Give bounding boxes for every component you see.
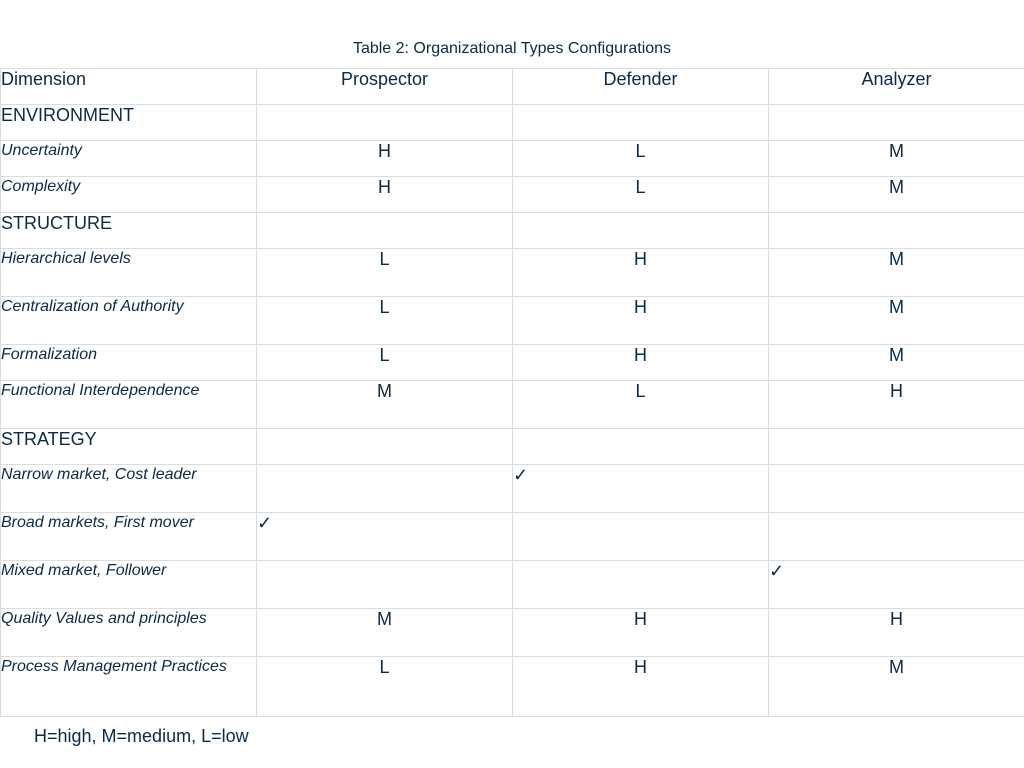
header-row (1, 69, 1024, 105)
section-row-environment (1, 105, 1024, 141)
value-analyzer: M (769, 141, 1024, 177)
value-prospector: L (257, 345, 513, 381)
value-prospector: M (257, 609, 513, 657)
organizational-types-table (0, 68, 1024, 717)
value-analyzer: M (769, 345, 1024, 381)
row-label-process: Process Management Practices (1, 657, 257, 717)
table-row-quality (1, 609, 1024, 657)
table-row-complexity (1, 177, 1024, 213)
value-analyzer: M (769, 297, 1024, 345)
value-defender (513, 561, 769, 609)
value-defender: L (513, 177, 769, 213)
section-label-environment: ENVIRONMENT (1, 105, 257, 141)
header-defender: Defender (513, 69, 769, 105)
value-defender: L (513, 141, 769, 177)
table-row-functional (1, 381, 1024, 429)
empty-cell (769, 429, 1024, 465)
value-defender: H (513, 297, 769, 345)
row-label-broad-markets: Broad markets, First mover (1, 513, 257, 561)
row-label-quality: Quality Values and principles (1, 609, 257, 657)
row-label-uncertainty: Uncertainty (1, 141, 257, 177)
row-label-mixed-market: Mixed market, Follower (1, 561, 257, 609)
section-row-structure (1, 213, 1024, 249)
check-mark-icon: ✓ (769, 561, 1024, 609)
table-row-mixed-market (1, 561, 1024, 609)
value-defender (513, 513, 769, 561)
table-row-uncertainty (1, 141, 1024, 177)
row-label-narrow-market: Narrow market, Cost leader (1, 465, 257, 513)
empty-cell (513, 213, 769, 249)
value-prospector: L (257, 657, 513, 717)
table-row-broad-markets (1, 513, 1024, 561)
empty-cell (257, 429, 513, 465)
header-dimension: Dimension (1, 69, 257, 105)
table-caption: Table 2: Organizational Types Configurations (352, 40, 672, 57)
row-label-centralization: Centralization of Authority (1, 297, 257, 345)
value-analyzer: M (769, 177, 1024, 213)
value-prospector (257, 465, 513, 513)
header-analyzer: Analyzer (769, 69, 1024, 105)
legend-note: H=high, M=medium, L=low (34, 726, 249, 746)
row-label-formalization: Formalization (1, 345, 257, 381)
value-defender: H (513, 249, 769, 297)
table-row-centralization (1, 297, 1024, 345)
check-mark-icon: ✓ (513, 465, 769, 513)
value-defender: H (513, 609, 769, 657)
value-prospector: H (257, 141, 513, 177)
row-label-functional: Functional Interdependence (1, 381, 257, 429)
value-prospector: H (257, 177, 513, 213)
header-prospector: Prospector (257, 69, 513, 105)
row-label-hierarchical: Hierarchical levels (1, 249, 257, 297)
table-row-narrow-market (1, 465, 1024, 513)
section-row-strategy (1, 429, 1024, 465)
value-analyzer: M (769, 249, 1024, 297)
section-label-structure: STRUCTURE (1, 213, 257, 249)
value-analyzer (769, 513, 1024, 561)
value-defender: L (513, 381, 769, 429)
value-prospector: L (257, 297, 513, 345)
value-prospector (257, 561, 513, 609)
check-mark-icon: ✓ (257, 513, 513, 561)
row-label-complexity: Complexity (1, 177, 257, 213)
section-label-strategy: STRATEGY (1, 429, 257, 465)
empty-cell (769, 105, 1024, 141)
table-row-process (1, 657, 1024, 717)
empty-cell (257, 105, 513, 141)
value-prospector: L (257, 249, 513, 297)
table-row-hierarchical (1, 249, 1024, 297)
value-defender: H (513, 345, 769, 381)
empty-cell (513, 105, 769, 141)
value-analyzer (769, 465, 1024, 513)
empty-cell (769, 213, 1024, 249)
empty-cell (513, 429, 769, 465)
value-analyzer: H (769, 381, 1024, 429)
value-analyzer: M (769, 657, 1024, 717)
value-analyzer: H (769, 609, 1024, 657)
value-defender: H (513, 657, 769, 717)
value-prospector: M (257, 381, 513, 429)
table-row-formalization (1, 345, 1024, 381)
empty-cell (257, 213, 513, 249)
